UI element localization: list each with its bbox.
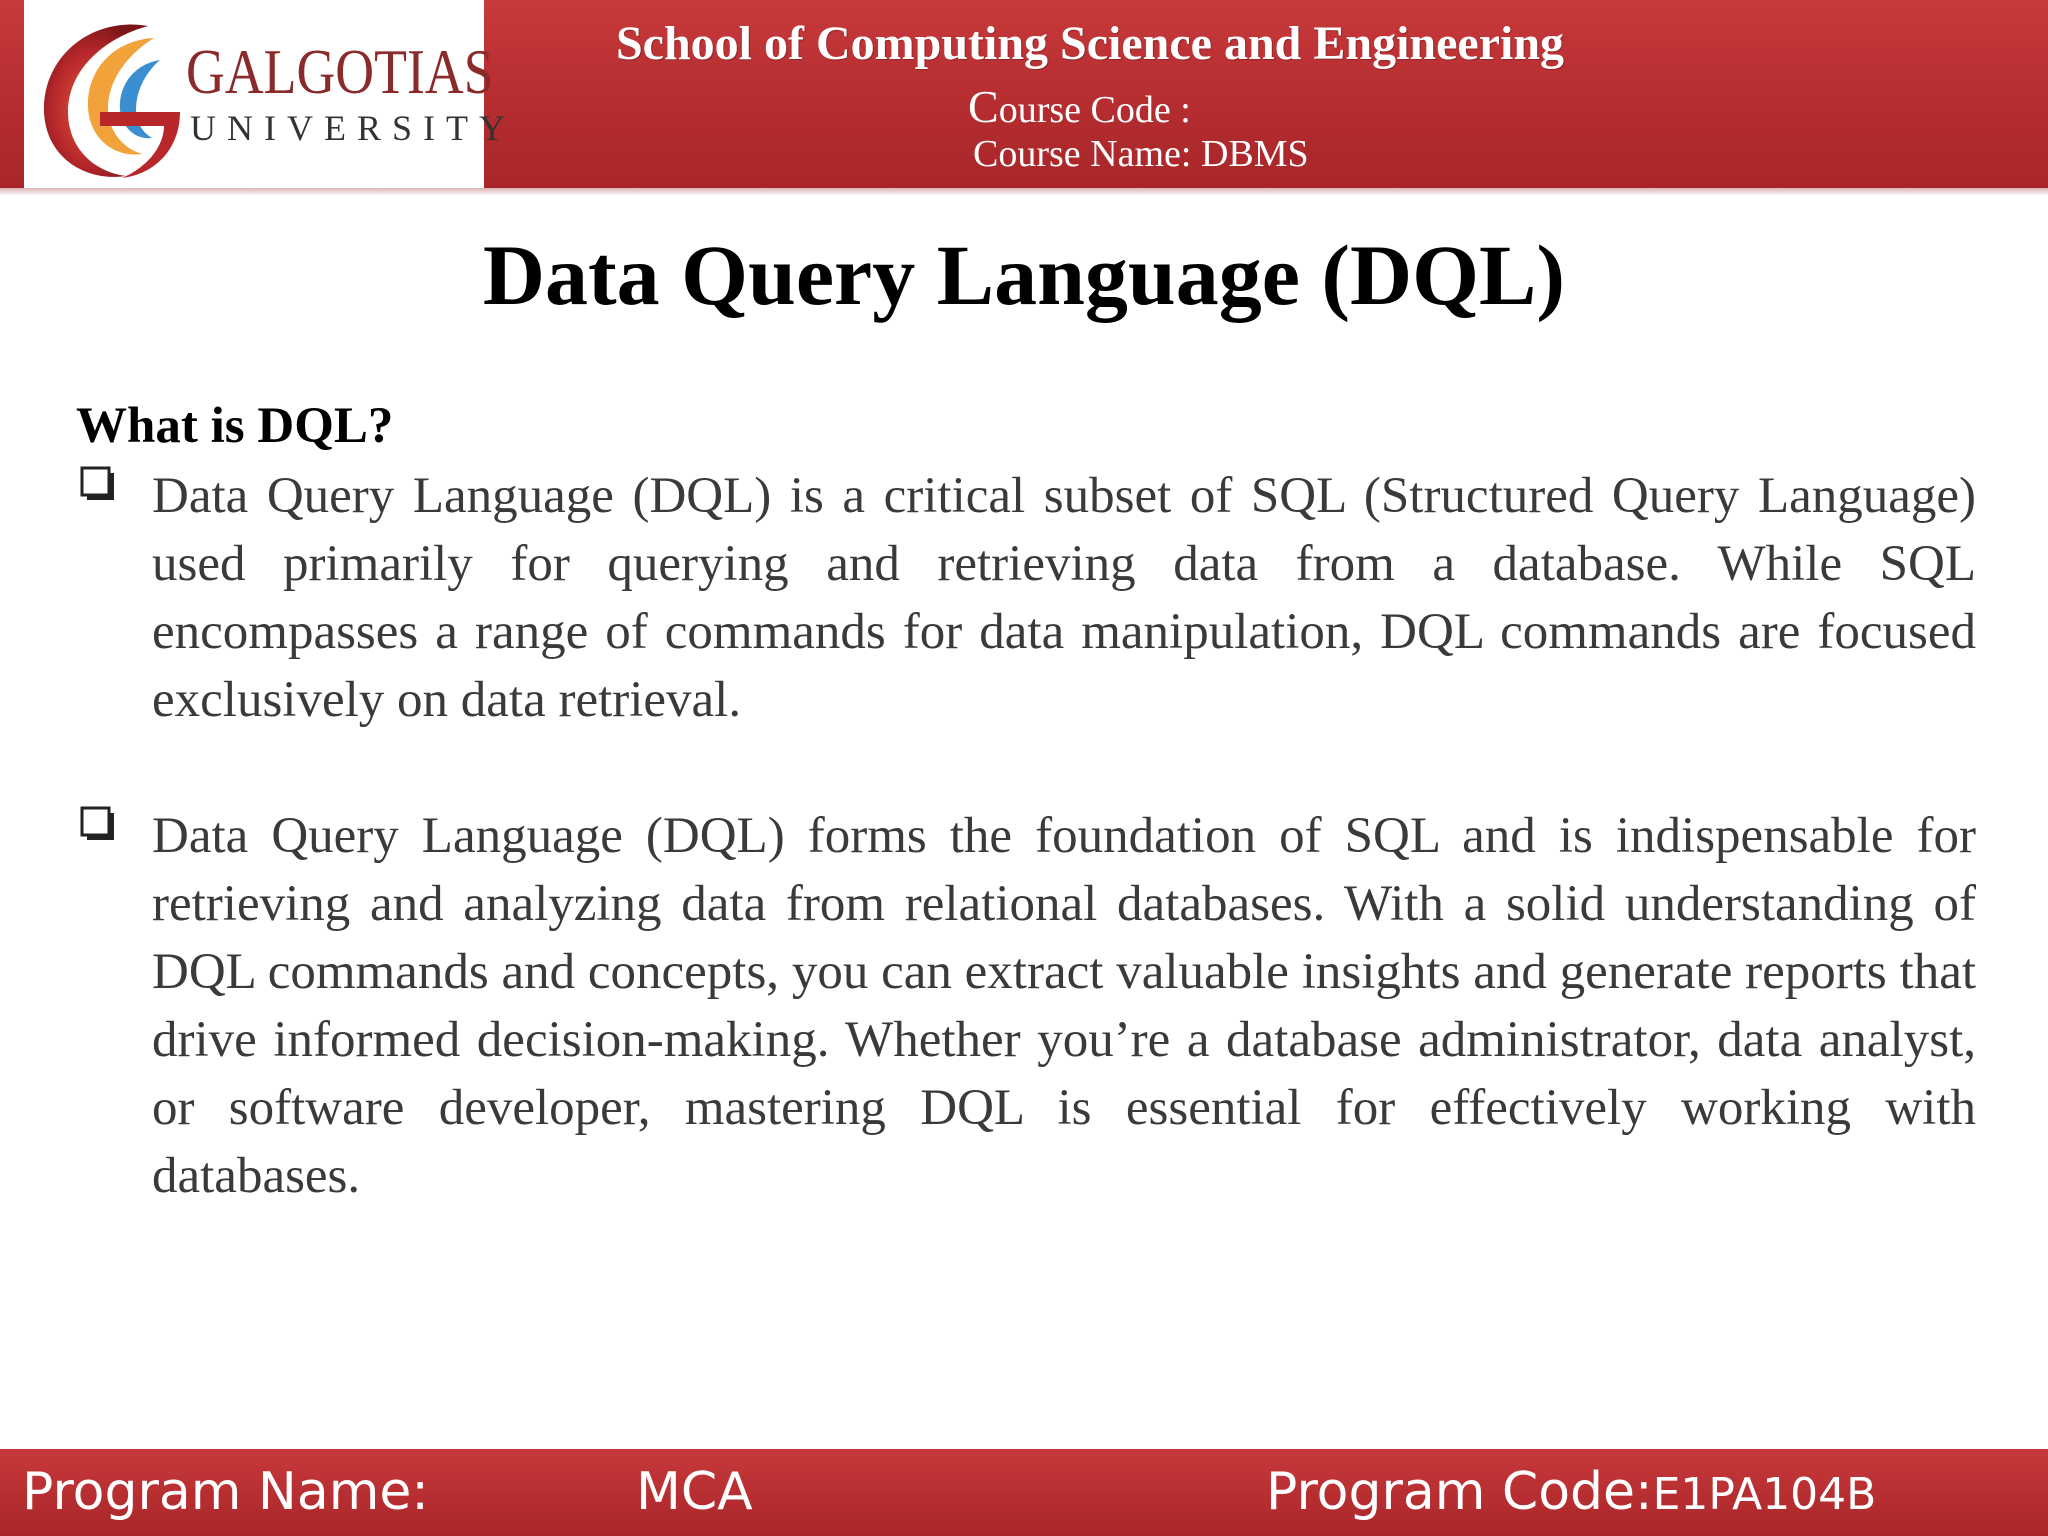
logo-swirl-icon bbox=[30, 8, 190, 184]
logo-name: GALGOTIAS bbox=[186, 36, 494, 107]
school-name: School of Computing Science and Engineering bbox=[615, 17, 1565, 70]
section-heading: What is DQL? bbox=[76, 398, 394, 454]
header-shadow bbox=[0, 188, 2048, 196]
course-code-label: ourse Code : bbox=[998, 89, 1191, 131]
logo-subtitle: UNIVERSITY bbox=[190, 108, 516, 148]
program-code bbox=[1266, 1462, 1877, 1522]
bullet-paragraph-1: Data Query Language (DQL) is a critical subset of SQL (Structured Query Language) used primarily for querying and retrieving data from a database. While SQL encompasses a range of commands for data manipulation, DQL commands are focused exclusively on data retrieval. bbox=[152, 468, 1976, 728]
program-name-label: Program Name: bbox=[22, 1462, 429, 1522]
course-code-initial: C bbox=[968, 81, 999, 132]
course-code bbox=[968, 82, 1191, 133]
program-name-value: MCA bbox=[636, 1462, 753, 1522]
hollow-square-icon bbox=[80, 806, 116, 842]
program-code-label: Program Code: bbox=[1266, 1462, 1653, 1522]
university-logo bbox=[24, 0, 516, 188]
bullet-paragraph-2: Data Query Language (DQL) forms the foundation of SQL and is indispensable for retrieving and analyzing data from relational databases. With a solid understanding of DQL commands and concepts, you can extract valuable insights and generate reports that drive informed decision-making. Whether you’re a database administrator, data analyst, or software developer, mastering DQL is essential for effectively working with databases. bbox=[152, 808, 1976, 1204]
program-code-value: E1PA104B bbox=[1652, 1469, 1877, 1520]
hollow-square-icon bbox=[80, 466, 116, 502]
slide-title: Data Query Language (DQL) bbox=[482, 227, 1566, 323]
course-name: Course Name: DBMS bbox=[973, 133, 1309, 175]
